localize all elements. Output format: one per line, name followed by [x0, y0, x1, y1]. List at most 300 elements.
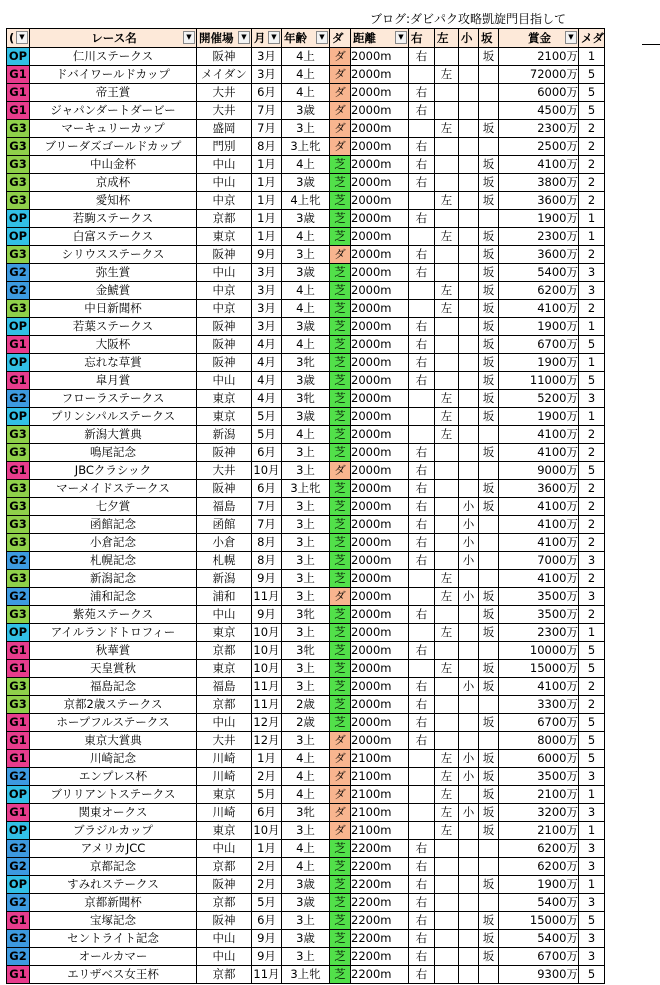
cell-prize[interactable]: 2100万 — [499, 786, 579, 804]
cell-venue[interactable]: 京都 — [197, 642, 252, 660]
cell-month[interactable]: 1月 — [252, 228, 282, 246]
table-row[interactable] — [7, 372, 605, 390]
cell-right-turn[interactable] — [409, 768, 435, 786]
table-row[interactable] — [7, 858, 605, 876]
cell-left-turn[interactable]: 左 — [435, 426, 459, 444]
cell-surface[interactable]: 芝 — [330, 534, 351, 552]
cell-left-turn[interactable]: 左 — [435, 282, 459, 300]
cell-right-turn[interactable]: 右 — [409, 210, 435, 228]
cell-race-name[interactable]: 秋華賞 — [30, 642, 197, 660]
cell-medal[interactable]: 3 — [579, 858, 605, 876]
table-row[interactable] — [7, 894, 605, 912]
cell-race-name[interactable]: アメリカJCC — [30, 840, 197, 858]
cell-medal[interactable]: 2 — [579, 534, 605, 552]
cell-distance[interactable]: 2000m — [351, 156, 409, 174]
cell-medal[interactable]: 5 — [579, 732, 605, 750]
cell-distance[interactable]: 2000m — [351, 408, 409, 426]
cell-left-turn[interactable]: 左 — [435, 390, 459, 408]
cell-small-track[interactable] — [459, 192, 479, 210]
cell-age[interactable]: 3上 — [282, 552, 330, 570]
cell-grade-badge[interactable]: G1 — [7, 336, 30, 354]
cell-medal[interactable]: 1 — [579, 48, 605, 66]
cell-distance[interactable]: 2200m — [351, 966, 409, 984]
filter-dropdown-icon[interactable]: ▼ — [183, 31, 195, 44]
cell-grade-badge[interactable]: G3 — [7, 534, 30, 552]
cell-surface[interactable]: ダ — [330, 84, 351, 102]
cell-small-track[interactable] — [459, 120, 479, 138]
cell-surface[interactable]: ダ — [330, 138, 351, 156]
cell-venue[interactable]: 大井 — [197, 102, 252, 120]
cell-race-name[interactable]: 若葉ステークス — [30, 318, 197, 336]
cell-surface[interactable]: 芝 — [330, 858, 351, 876]
cell-month[interactable]: 6月 — [252, 480, 282, 498]
cell-race-name[interactable]: 白富ステークス — [30, 228, 197, 246]
cell-left-turn[interactable] — [435, 444, 459, 462]
cell-distance[interactable]: 2000m — [351, 588, 409, 606]
cell-medal[interactable]: 2 — [579, 498, 605, 516]
cell-right-turn[interactable]: 右 — [409, 948, 435, 966]
cell-medal[interactable]: 1 — [579, 228, 605, 246]
cell-month[interactable]: 11月 — [252, 588, 282, 606]
cell-grade-badge[interactable]: G3 — [7, 570, 30, 588]
cell-age[interactable]: 3牝 — [282, 804, 330, 822]
cell-left-turn[interactable] — [435, 102, 459, 120]
cell-month[interactable]: 3月 — [252, 264, 282, 282]
cell-age[interactable]: 4上 — [282, 858, 330, 876]
cell-grade-badge[interactable]: OP — [7, 48, 30, 66]
cell-surface[interactable]: 芝 — [330, 660, 351, 678]
cell-small-track[interactable] — [459, 300, 479, 318]
cell-distance[interactable]: 2000m — [351, 120, 409, 138]
cell-medal[interactable]: 1 — [579, 318, 605, 336]
cell-prize[interactable]: 3600万 — [499, 192, 579, 210]
cell-age[interactable]: 4上 — [282, 48, 330, 66]
cell-distance[interactable]: 2000m — [351, 138, 409, 156]
cell-medal[interactable]: 5 — [579, 372, 605, 390]
cell-race-name[interactable]: 皐月賞 — [30, 372, 197, 390]
cell-month[interactable]: 3月 — [252, 66, 282, 84]
cell-grade-badge[interactable]: G3 — [7, 516, 30, 534]
cell-surface[interactable]: ダ — [330, 102, 351, 120]
cell-race-name[interactable]: 弥生賞 — [30, 264, 197, 282]
cell-month[interactable]: 12月 — [252, 732, 282, 750]
cell-age[interactable]: 3上 — [282, 678, 330, 696]
cell-month[interactable]: 1月 — [252, 156, 282, 174]
cell-surface[interactable]: 芝 — [330, 156, 351, 174]
cell-slope[interactable]: 坂 — [479, 660, 499, 678]
cell-month[interactable]: 4月 — [252, 372, 282, 390]
cell-surface[interactable]: ダ — [330, 822, 351, 840]
cell-slope[interactable] — [479, 840, 499, 858]
cell-right-turn[interactable]: 右 — [409, 372, 435, 390]
cell-surface[interactable]: ダ — [330, 786, 351, 804]
cell-slope[interactable]: 坂 — [479, 444, 499, 462]
cell-left-turn[interactable]: 左 — [435, 624, 459, 642]
cell-month[interactable]: 5月 — [252, 786, 282, 804]
filter-dropdown-icon[interactable]: ▼ — [238, 31, 250, 44]
cell-age[interactable]: 3歳 — [282, 264, 330, 282]
cell-race-name[interactable]: 京都新聞杯 — [30, 894, 197, 912]
cell-surface[interactable]: 芝 — [330, 426, 351, 444]
cell-grade-badge[interactable]: G3 — [7, 156, 30, 174]
cell-right-turn[interactable]: 右 — [409, 138, 435, 156]
cell-distance[interactable]: 2000m — [351, 264, 409, 282]
cell-surface[interactable]: 芝 — [330, 552, 351, 570]
cell-venue[interactable]: 門別 — [197, 138, 252, 156]
cell-age[interactable]: 4上 — [282, 282, 330, 300]
cell-venue[interactable]: 京都 — [197, 966, 252, 984]
cell-age[interactable]: 3牝 — [282, 606, 330, 624]
cell-grade-badge[interactable]: G3 — [7, 192, 30, 210]
cell-slope[interactable]: 坂 — [479, 282, 499, 300]
cell-prize[interactable]: 3200万 — [499, 804, 579, 822]
table-row[interactable] — [7, 354, 605, 372]
cell-medal[interactable]: 1 — [579, 876, 605, 894]
table-row[interactable] — [7, 516, 605, 534]
cell-grade-badge[interactable]: G3 — [7, 138, 30, 156]
cell-distance[interactable]: 2000m — [351, 570, 409, 588]
cell-month[interactable]: 9月 — [252, 570, 282, 588]
cell-age[interactable]: 4上 — [282, 156, 330, 174]
cell-left-turn[interactable] — [435, 534, 459, 552]
cell-prize[interactable]: 4100万 — [499, 516, 579, 534]
cell-slope[interactable]: 坂 — [479, 624, 499, 642]
cell-month[interactable]: 10月 — [252, 462, 282, 480]
cell-race-name[interactable]: セントライト記念 — [30, 930, 197, 948]
cell-prize[interactable]: 4100万 — [499, 426, 579, 444]
cell-prize[interactable]: 1900万 — [499, 210, 579, 228]
cell-grade-badge[interactable]: G3 — [7, 246, 30, 264]
cell-age[interactable]: 3上 — [282, 570, 330, 588]
cell-medal[interactable]: 3 — [579, 768, 605, 786]
cell-surface[interactable]: 芝 — [330, 696, 351, 714]
cell-left-turn[interactable] — [435, 210, 459, 228]
cell-age[interactable]: 3上牝 — [282, 480, 330, 498]
cell-surface[interactable]: 芝 — [330, 840, 351, 858]
cell-surface[interactable]: 芝 — [330, 948, 351, 966]
table-row[interactable] — [7, 552, 605, 570]
table-row[interactable] — [7, 804, 605, 822]
cell-small-track[interactable] — [459, 354, 479, 372]
cell-small-track[interactable] — [459, 624, 479, 642]
cell-distance[interactable]: 2000m — [351, 678, 409, 696]
cell-slope[interactable]: 坂 — [479, 390, 499, 408]
cell-venue[interactable]: 中山 — [197, 714, 252, 732]
cell-surface[interactable]: 芝 — [330, 912, 351, 930]
cell-age[interactable]: 3歳 — [282, 930, 330, 948]
cell-left-turn[interactable] — [435, 858, 459, 876]
cell-right-turn[interactable]: 右 — [409, 84, 435, 102]
cell-left-turn[interactable] — [435, 84, 459, 102]
col-header-medal[interactable] — [579, 29, 605, 48]
cell-right-turn[interactable]: 右 — [409, 354, 435, 372]
cell-surface[interactable]: 芝 — [330, 318, 351, 336]
cell-distance[interactable]: 2200m — [351, 912, 409, 930]
col-header-grade[interactable] — [7, 29, 30, 48]
cell-grade-badge[interactable]: G3 — [7, 300, 30, 318]
cell-small-track[interactable]: 小 — [459, 552, 479, 570]
cell-small-track[interactable] — [459, 318, 479, 336]
cell-race-name[interactable]: 関東オークス — [30, 804, 197, 822]
cell-small-track[interactable] — [459, 408, 479, 426]
cell-left-turn[interactable]: 左 — [435, 588, 459, 606]
cell-month[interactable]: 11月 — [252, 966, 282, 984]
cell-grade-badge[interactable]: G1 — [7, 912, 30, 930]
cell-grade-badge[interactable]: OP — [7, 210, 30, 228]
cell-distance[interactable]: 2000m — [351, 498, 409, 516]
cell-age[interactable]: 3上 — [282, 534, 330, 552]
cell-medal[interactable]: 2 — [579, 300, 605, 318]
filter-dropdown-icon[interactable]: ▼ — [16, 31, 28, 44]
cell-medal[interactable]: 2 — [579, 444, 605, 462]
cell-venue[interactable]: 中京 — [197, 300, 252, 318]
cell-race-name[interactable]: フローラステークス — [30, 390, 197, 408]
cell-grade-badge[interactable]: G1 — [7, 102, 30, 120]
cell-age[interactable]: 3上 — [282, 462, 330, 480]
cell-prize[interactable]: 6200万 — [499, 858, 579, 876]
cell-medal[interactable]: 2 — [579, 426, 605, 444]
cell-venue[interactable]: 阪神 — [197, 48, 252, 66]
cell-venue[interactable]: 京都 — [197, 894, 252, 912]
cell-small-track[interactable] — [459, 138, 479, 156]
cell-left-turn[interactable] — [435, 732, 459, 750]
cell-month[interactable]: 7月 — [252, 516, 282, 534]
cell-distance[interactable]: 2000m — [351, 48, 409, 66]
cell-distance[interactable]: 2000m — [351, 696, 409, 714]
cell-left-turn[interactable]: 左 — [435, 570, 459, 588]
cell-prize[interactable]: 2100万 — [499, 822, 579, 840]
cell-medal[interactable]: 5 — [579, 966, 605, 984]
cell-grade-badge[interactable]: G3 — [7, 678, 30, 696]
cell-left-turn[interactable] — [435, 876, 459, 894]
cell-prize[interactable]: 2500万 — [499, 138, 579, 156]
cell-left-turn[interactable]: 左 — [435, 786, 459, 804]
cell-race-name[interactable]: 福島記念 — [30, 678, 197, 696]
cell-medal[interactable]: 3 — [579, 264, 605, 282]
cell-month[interactable]: 9月 — [252, 948, 282, 966]
cell-right-turn[interactable] — [409, 822, 435, 840]
cell-right-turn[interactable]: 右 — [409, 156, 435, 174]
cell-medal[interactable]: 2 — [579, 606, 605, 624]
cell-left-turn[interactable] — [435, 174, 459, 192]
cell-distance[interactable]: 2000m — [351, 624, 409, 642]
cell-distance[interactable]: 2000m — [351, 606, 409, 624]
cell-distance[interactable]: 2000m — [351, 318, 409, 336]
table-row[interactable] — [7, 606, 605, 624]
cell-right-turn[interactable]: 右 — [409, 858, 435, 876]
cell-small-track[interactable]: 小 — [459, 498, 479, 516]
table-row[interactable] — [7, 102, 605, 120]
cell-grade-badge[interactable]: G3 — [7, 174, 30, 192]
cell-age[interactable]: 2歳 — [282, 696, 330, 714]
cell-prize[interactable]: 5400万 — [499, 894, 579, 912]
cell-slope[interactable]: 坂 — [479, 606, 499, 624]
cell-slope[interactable]: 坂 — [479, 804, 499, 822]
cell-small-track[interactable] — [459, 282, 479, 300]
cell-distance[interactable]: 2000m — [351, 660, 409, 678]
cell-age[interactable]: 3歳 — [282, 408, 330, 426]
cell-month[interactable]: 4月 — [252, 354, 282, 372]
cell-month[interactable]: 2月 — [252, 876, 282, 894]
cell-left-turn[interactable] — [435, 264, 459, 282]
cell-surface[interactable]: ダ — [330, 120, 351, 138]
cell-venue[interactable]: 大井 — [197, 732, 252, 750]
cell-prize[interactable]: 4500万 — [499, 102, 579, 120]
table-row[interactable] — [7, 678, 605, 696]
cell-grade-badge[interactable]: OP — [7, 318, 30, 336]
cell-prize[interactable]: 6700万 — [499, 948, 579, 966]
cell-race-name[interactable]: 天皇賞秋 — [30, 660, 197, 678]
cell-left-turn[interactable] — [435, 516, 459, 534]
cell-left-turn[interactable]: 左 — [435, 408, 459, 426]
cell-race-name[interactable]: 小倉記念 — [30, 534, 197, 552]
cell-venue[interactable]: 中山 — [197, 264, 252, 282]
cell-medal[interactable]: 5 — [579, 714, 605, 732]
cell-medal[interactable]: 1 — [579, 624, 605, 642]
cell-right-turn[interactable] — [409, 66, 435, 84]
cell-slope[interactable]: 坂 — [479, 246, 499, 264]
cell-race-name[interactable]: シリウスステークス — [30, 246, 197, 264]
cell-age[interactable]: 4上 — [282, 66, 330, 84]
cell-age[interactable]: 3上 — [282, 444, 330, 462]
cell-month[interactable]: 2月 — [252, 858, 282, 876]
cell-left-turn[interactable] — [435, 714, 459, 732]
cell-surface[interactable]: ダ — [330, 48, 351, 66]
cell-distance[interactable]: 2000m — [351, 102, 409, 120]
cell-medal[interactable]: 3 — [579, 804, 605, 822]
cell-distance[interactable]: 2100m — [351, 786, 409, 804]
cell-race-name[interactable]: 函館記念 — [30, 516, 197, 534]
cell-medal[interactable]: 2 — [579, 678, 605, 696]
cell-small-track[interactable] — [459, 66, 479, 84]
cell-left-turn[interactable] — [435, 498, 459, 516]
cell-left-turn[interactable] — [435, 966, 459, 984]
cell-grade-badge[interactable]: G1 — [7, 714, 30, 732]
cell-small-track[interactable] — [459, 336, 479, 354]
cell-prize[interactable]: 4100万 — [499, 300, 579, 318]
cell-surface[interactable]: 芝 — [330, 390, 351, 408]
cell-venue[interactable]: 中京 — [197, 192, 252, 210]
cell-slope[interactable]: 坂 — [479, 300, 499, 318]
cell-small-track[interactable] — [459, 786, 479, 804]
table-row[interactable] — [7, 174, 605, 192]
cell-medal[interactable]: 5 — [579, 462, 605, 480]
cell-slope[interactable] — [479, 642, 499, 660]
cell-venue[interactable]: 東京 — [197, 660, 252, 678]
cell-slope[interactable] — [479, 732, 499, 750]
cell-month[interactable]: 9月 — [252, 930, 282, 948]
col-header-right[interactable] — [409, 29, 435, 48]
cell-venue[interactable]: 東京 — [197, 624, 252, 642]
cell-grade-badge[interactable]: G1 — [7, 750, 30, 768]
table-row[interactable] — [7, 822, 605, 840]
cell-right-turn[interactable]: 右 — [409, 534, 435, 552]
cell-venue[interactable]: 東京 — [197, 786, 252, 804]
cell-race-name[interactable]: ドバイワールドカップ — [30, 66, 197, 84]
cell-grade-badge[interactable]: G1 — [7, 642, 30, 660]
table-row[interactable] — [7, 966, 605, 984]
cell-distance[interactable]: 2000m — [351, 336, 409, 354]
cell-small-track[interactable] — [459, 426, 479, 444]
cell-small-track[interactable] — [459, 894, 479, 912]
cell-distance[interactable]: 2100m — [351, 750, 409, 768]
cell-slope[interactable]: 坂 — [479, 156, 499, 174]
cell-slope[interactable] — [479, 66, 499, 84]
cell-prize[interactable]: 6000万 — [499, 84, 579, 102]
cell-surface[interactable]: 芝 — [330, 444, 351, 462]
cell-slope[interactable] — [479, 462, 499, 480]
table-row[interactable] — [7, 138, 605, 156]
cell-grade-badge[interactable]: OP — [7, 354, 30, 372]
cell-distance[interactable]: 2000m — [351, 552, 409, 570]
cell-distance[interactable]: 2000m — [351, 300, 409, 318]
cell-month[interactable]: 10月 — [252, 660, 282, 678]
cell-month[interactable]: 1月 — [252, 210, 282, 228]
cell-grade-badge[interactable]: G2 — [7, 894, 30, 912]
cell-age[interactable]: 3上 — [282, 588, 330, 606]
cell-slope[interactable] — [479, 516, 499, 534]
table-row[interactable] — [7, 750, 605, 768]
table-row[interactable] — [7, 912, 605, 930]
cell-right-turn[interactable]: 右 — [409, 336, 435, 354]
cell-race-name[interactable]: 若駒ステークス — [30, 210, 197, 228]
cell-venue[interactable]: 阪神 — [197, 336, 252, 354]
cell-venue[interactable]: 盛岡 — [197, 120, 252, 138]
cell-right-turn[interactable] — [409, 804, 435, 822]
cell-age[interactable]: 3上 — [282, 822, 330, 840]
cell-slope[interactable]: 坂 — [479, 336, 499, 354]
cell-left-turn[interactable] — [435, 930, 459, 948]
cell-left-turn[interactable] — [435, 156, 459, 174]
cell-right-turn[interactable] — [409, 408, 435, 426]
cell-medal[interactable]: 1 — [579, 822, 605, 840]
cell-left-turn[interactable]: 左 — [435, 120, 459, 138]
cell-distance[interactable]: 2200m — [351, 894, 409, 912]
table-row[interactable] — [7, 264, 605, 282]
cell-surface[interactable]: 芝 — [330, 354, 351, 372]
cell-slope[interactable] — [479, 426, 499, 444]
col-header-surface[interactable] — [330, 29, 351, 48]
table-row[interactable] — [7, 498, 605, 516]
cell-slope[interactable]: 坂 — [479, 822, 499, 840]
cell-race-name[interactable]: 東京大賞典 — [30, 732, 197, 750]
cell-right-turn[interactable] — [409, 570, 435, 588]
table-row[interactable] — [7, 336, 605, 354]
cell-venue[interactable]: 中山 — [197, 930, 252, 948]
cell-grade-badge[interactable]: G2 — [7, 390, 30, 408]
cell-grade-badge[interactable]: G2 — [7, 858, 30, 876]
cell-distance[interactable]: 2000m — [351, 372, 409, 390]
cell-left-turn[interactable] — [435, 552, 459, 570]
cell-venue[interactable]: 京都 — [197, 858, 252, 876]
cell-small-track[interactable] — [459, 102, 479, 120]
cell-prize[interactable]: 9000万 — [499, 462, 579, 480]
cell-month[interactable]: 3月 — [252, 282, 282, 300]
table-row[interactable] — [7, 948, 605, 966]
cell-prize[interactable]: 2100万 — [499, 48, 579, 66]
cell-small-track[interactable] — [459, 570, 479, 588]
table-row[interactable] — [7, 840, 605, 858]
cell-month[interactable]: 12月 — [252, 714, 282, 732]
cell-right-turn[interactable]: 右 — [409, 480, 435, 498]
cell-right-turn[interactable] — [409, 300, 435, 318]
cell-grade-badge[interactable]: G1 — [7, 462, 30, 480]
col-header-age[interactable] — [282, 29, 330, 48]
cell-month[interactable]: 7月 — [252, 102, 282, 120]
cell-grade-badge[interactable]: G3 — [7, 696, 30, 714]
cell-slope[interactable]: 坂 — [479, 408, 499, 426]
cell-left-turn[interactable] — [435, 336, 459, 354]
